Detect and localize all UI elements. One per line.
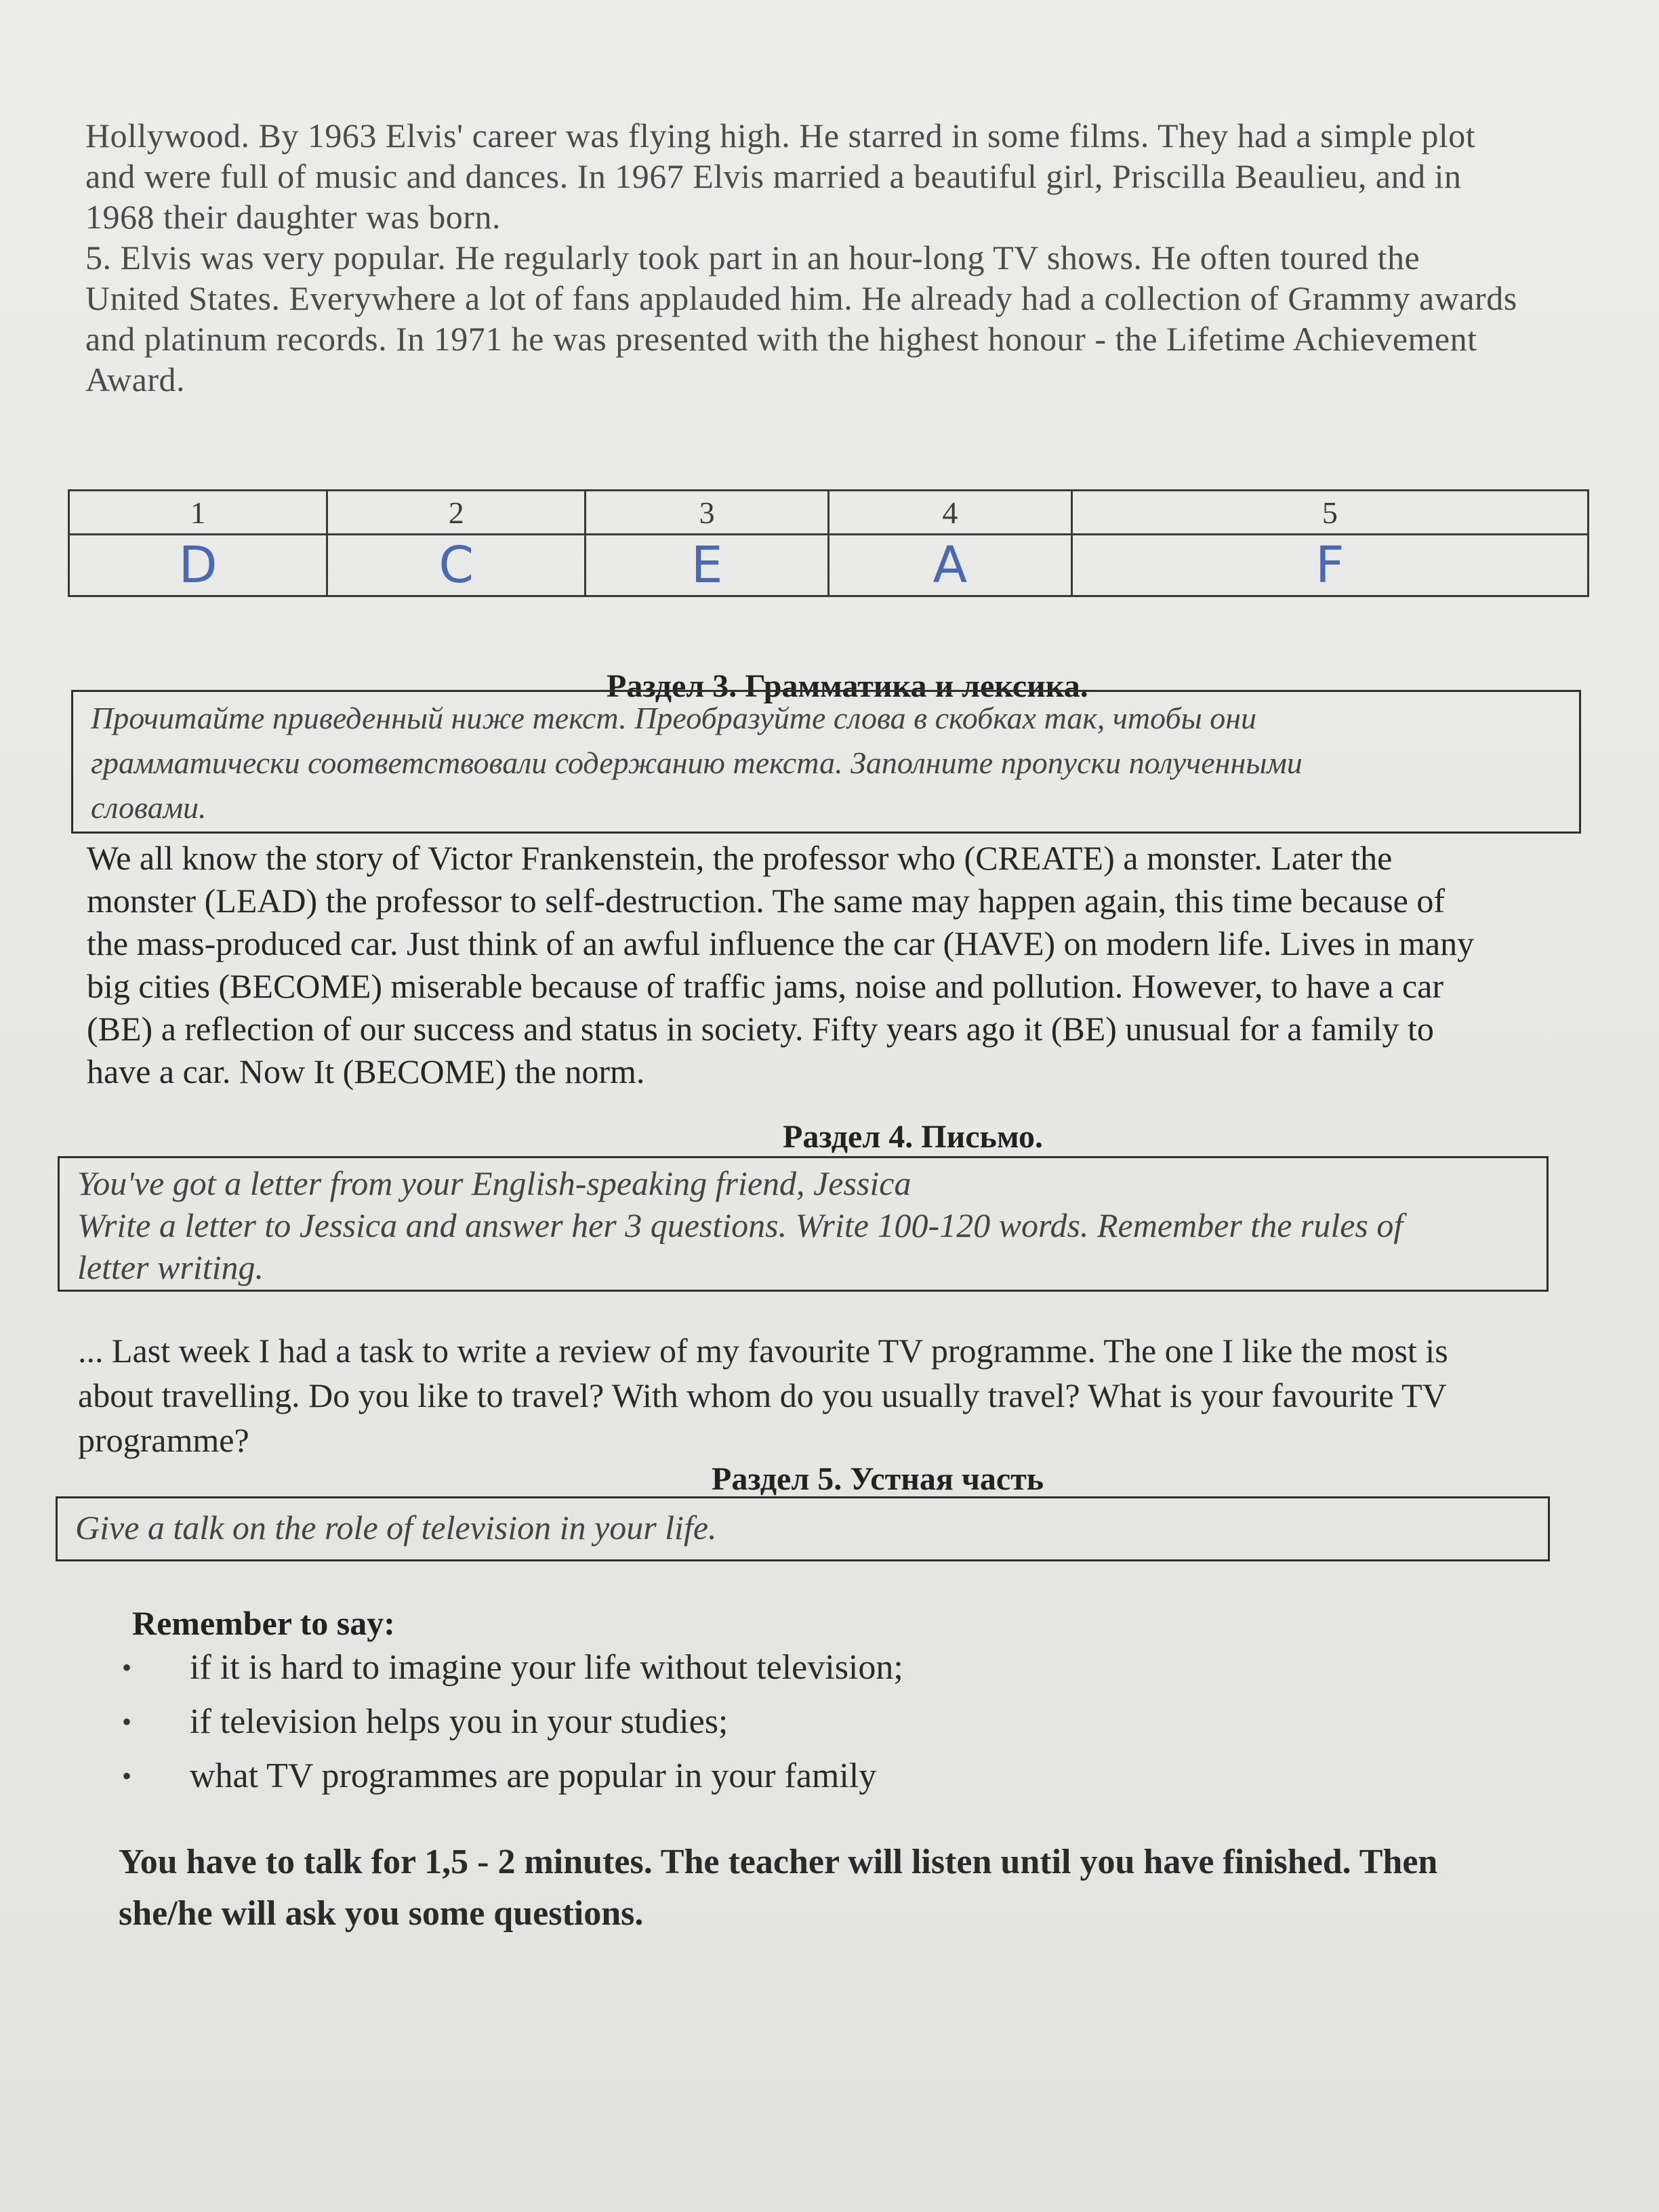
section4-instructions-box	[58, 1156, 1549, 1292]
instruction-line: Write a letter to Jessica and answer her 3 questions. Write 100-120 words. Remember the rules of	[77, 1206, 1404, 1244]
remember-list	[122, 1640, 903, 1803]
handwritten-answer: F	[1071, 535, 1588, 596]
text-line: You have to talk for 1,5 - 2 minutes. The teacher will listen until you have finished. Then	[119, 1843, 1438, 1881]
instruction-line: letter writing.	[77, 1248, 264, 1286]
text-line: and platinum records. In 1971 he was presented with the highest honour - the Lifetime Achievement	[85, 320, 1477, 358]
handwritten-answer: E	[586, 535, 829, 596]
text-line: big cities (BECOME) miserable because of traffic jams, noise and pollution. However, to have a car	[87, 967, 1444, 1005]
list-item: • if television helps you in your studies;	[122, 1702, 729, 1741]
text-line: programme?	[78, 1421, 249, 1459]
instruction-line: Прочитайте приведенный ниже текст. Преобразуйте слова в скобках так, чтобы они	[91, 701, 1257, 735]
letter-excerpt	[78, 1328, 1596, 1462]
text-line: We all know the story of Victor Frankenstein, the professor who (CREATE) a monster. Later the	[87, 839, 1393, 877]
remember-heading: Remember to say:	[132, 1604, 395, 1642]
text-line: Award.	[85, 361, 185, 398]
text-line: she/he will ask you some questions.	[119, 1894, 644, 1933]
text-line: Hollywood. By 1963 Elvis' career was flying high. He starred in some films. They had a simple plot	[85, 117, 1476, 155]
answer-number: 4	[828, 491, 1071, 535]
handwritten-answer: D	[69, 535, 327, 596]
final-instructions	[119, 1837, 1623, 1940]
list-item: • if it is hard to imagine your life without television;	[122, 1647, 903, 1687]
answer-table-number-row	[69, 491, 1589, 535]
text-line: 1968 their daughter was born.	[85, 198, 501, 236]
answer-number: 5	[1071, 491, 1588, 535]
bullet-icon: •	[122, 1760, 132, 1791]
text-line: monster (LEAD) the professor to self-destruction. The same may happen again, this time because of	[87, 882, 1446, 920]
text-line: and were full of music and dances. In 1967 Elvis married a beautiful girl, Priscilla Beaulieu, and in	[85, 157, 1462, 195]
section4-title: Раздел 4. Письмо.	[783, 1119, 1043, 1155]
answer-number: 3	[586, 491, 829, 535]
list-item: • what TV programmes are popular in your family	[122, 1756, 877, 1795]
section3-instructions-box	[71, 690, 1581, 834]
answer-number: 1	[69, 491, 327, 535]
grammar-text	[87, 837, 1578, 1093]
instruction-line: грамматически соответствовали содержанию текста. Заполните пропуски полученными	[91, 745, 1303, 780]
section5-task-box	[56, 1496, 1550, 1561]
section5-title: Раздел 5. Устная часть	[712, 1461, 1044, 1497]
section3-title: Раздел 3. Грамматика и лексика.	[607, 668, 1088, 704]
text-line: the mass-produced car. Just think of an awful influence the car (HAVE) on modern life. Lives in many	[87, 924, 1475, 962]
text-line: (BE) a reflection of our success and status in society. Fifty years ago it (BE) unusual for a family to	[87, 1010, 1434, 1048]
text-line: have a car. Now It (BECOME) the norm.	[87, 1052, 645, 1090]
task-text: Give a talk on the role of television in your life.	[75, 1509, 717, 1547]
text-line: 5. Elvis was very popular. He regularly took part in an hour-long TV shows. He often toured the	[85, 239, 1420, 276]
answer-table	[68, 489, 1589, 597]
answer-table-answer-row	[69, 535, 1589, 596]
instruction-line: словами.	[91, 790, 207, 825]
elvis-reading-text	[85, 115, 1658, 400]
bullet-icon: •	[122, 1652, 132, 1683]
text-line: about travelling. Do you like to travel? With whom do you usually travel? What is your favourite TV	[78, 1376, 1447, 1414]
bullet-icon: •	[122, 1706, 132, 1737]
answer-number: 2	[327, 491, 586, 535]
instruction-line: You've got a letter from your English-speaking friend, Jessica	[77, 1164, 912, 1202]
text-line: United States. Everywhere a lot of fans applauded him. He already had a collection of Grammy awards	[85, 279, 1517, 317]
handwritten-answer: C	[327, 535, 586, 596]
text-line: ... Last week I had a task to write a review of my favourite TV programme. The one I like the most is	[78, 1332, 1448, 1370]
handwritten-answer: A	[828, 535, 1071, 596]
